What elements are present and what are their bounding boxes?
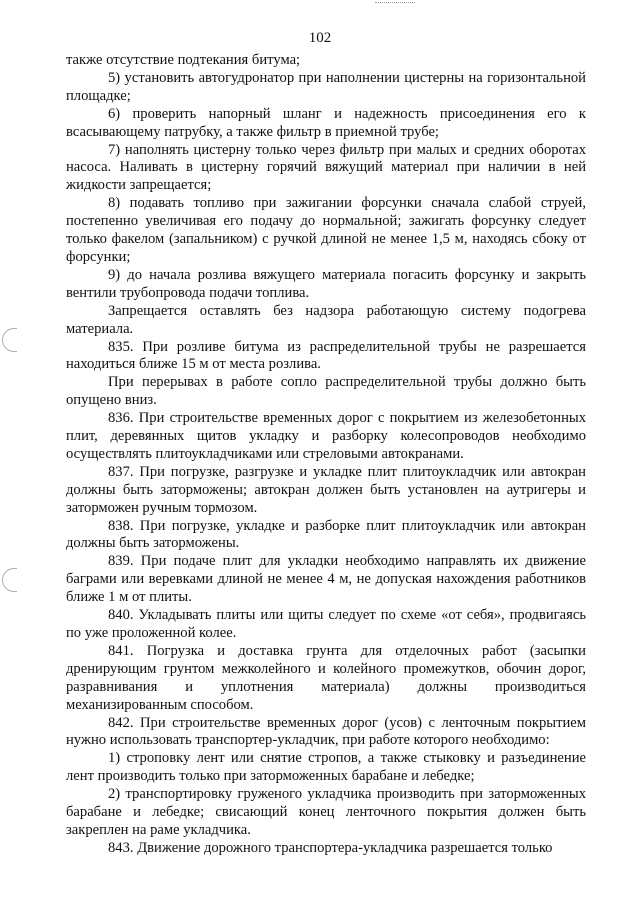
paragraph: Запрещается оставлять без надзора работающую систему подогрева материала.	[66, 302, 586, 337]
paragraph: также отсутствие подтекания битума;	[66, 52, 301, 68]
paragraph: 841. Погрузка и доставка грунта для отделочных работ (засыпки дренирующим грунтом межколейного и колейного промежутков, обочин дорог, разравнивания и уплотнения материала) должны производиться механизированным способом.	[66, 642, 586, 713]
paragraph: 842. При строительстве временных дорог (усов) с ленточным покрытием нужно использовать транспортер-укладчик, при работе которого необходимо:	[66, 714, 586, 749]
paragraph: 839. При подаче плит для укладки необходимо направлять их движение баграми или веревками длиной не менее 4 м, не допуская нахождения работников ближе 1 м от плиты.	[66, 553, 586, 606]
binder-hole-mark	[2, 568, 17, 592]
paragraph: 840. Укладывать плиты или щиты следует по схеме «от себя», продвигаясь по уже проложенной колее.	[66, 607, 586, 641]
paragraph: 837. При погрузке, разгрузке и укладке плит плитоукладчик или автокран должны быть заторможены; автокран должен быть установлен на аутригеры и заторможен ручным тормозом.	[66, 463, 586, 516]
binder-hole-mark	[2, 328, 17, 352]
scan-artifact-top	[375, 2, 415, 6]
paragraph: 2) транспортировку груженого укладчика производить при заторможенных барабане и лебедке; свисающий конец ленточного покрытия должен быть закреплен на раме укладчика.	[66, 786, 586, 838]
paragraph: 843. Движение дорожного транспортера-укладчика разрешается только	[108, 839, 553, 856]
paragraph: 835. При розливе битума из распределительной трубы не разрешается находиться ближе 15 м от места розлива.	[66, 338, 586, 373]
paragraph: 8) подавать топливо при зажигании форсунки сначала слабой струей, постепенно увеличивая его подачу до нормальной; зажигать форсунку следует только факелом (запальником) с ручкой длиной не менее 1,5 м, находясь сбоку от форсунки;	[66, 195, 586, 265]
paragraph: 6) проверить напорный шланг и надежность присоединения его к всасывающему патрубку, а также фильтр в приемной трубе;	[66, 105, 586, 140]
paragraph: 7) наполнять цистерну только через фильтр при малых и средних оборотах насоса. Наливать в цистерну горячий вяжущий материал при наличии в ней жидкости запрещается;	[66, 141, 586, 194]
page-number: 102	[308, 30, 332, 46]
paragraph: 838. При погрузке, укладке и разборке плит плитоукладчик или автокран должны быть заторможены.	[66, 517, 586, 552]
paragraph: При перерывах в работе сопло распределительной трубы должно быть опущено вниз.	[66, 374, 586, 409]
document-body	[66, 52, 586, 858]
paragraph: 836. При строительстве временных дорог с покрытием из железобетонных плит, деревянных щитов укладку и разборку колесопроводов необходимо осуществлять плитоукладчиками или стреловыми автокранами.	[66, 410, 586, 462]
paragraph: 5) установить автогудронатор при наполнении цистерны на горизонтальной площадке;	[66, 69, 586, 104]
paragraph: 1) строповку лент или снятие стропов, а также стыковку и разъединение лент производить только при заторможенных барабане и лебедке;	[66, 750, 586, 785]
paragraph: 9) до начала розлива вяжущего материала погасить форсунку и закрыть вентили трубопровода подачи топлива.	[66, 266, 586, 301]
